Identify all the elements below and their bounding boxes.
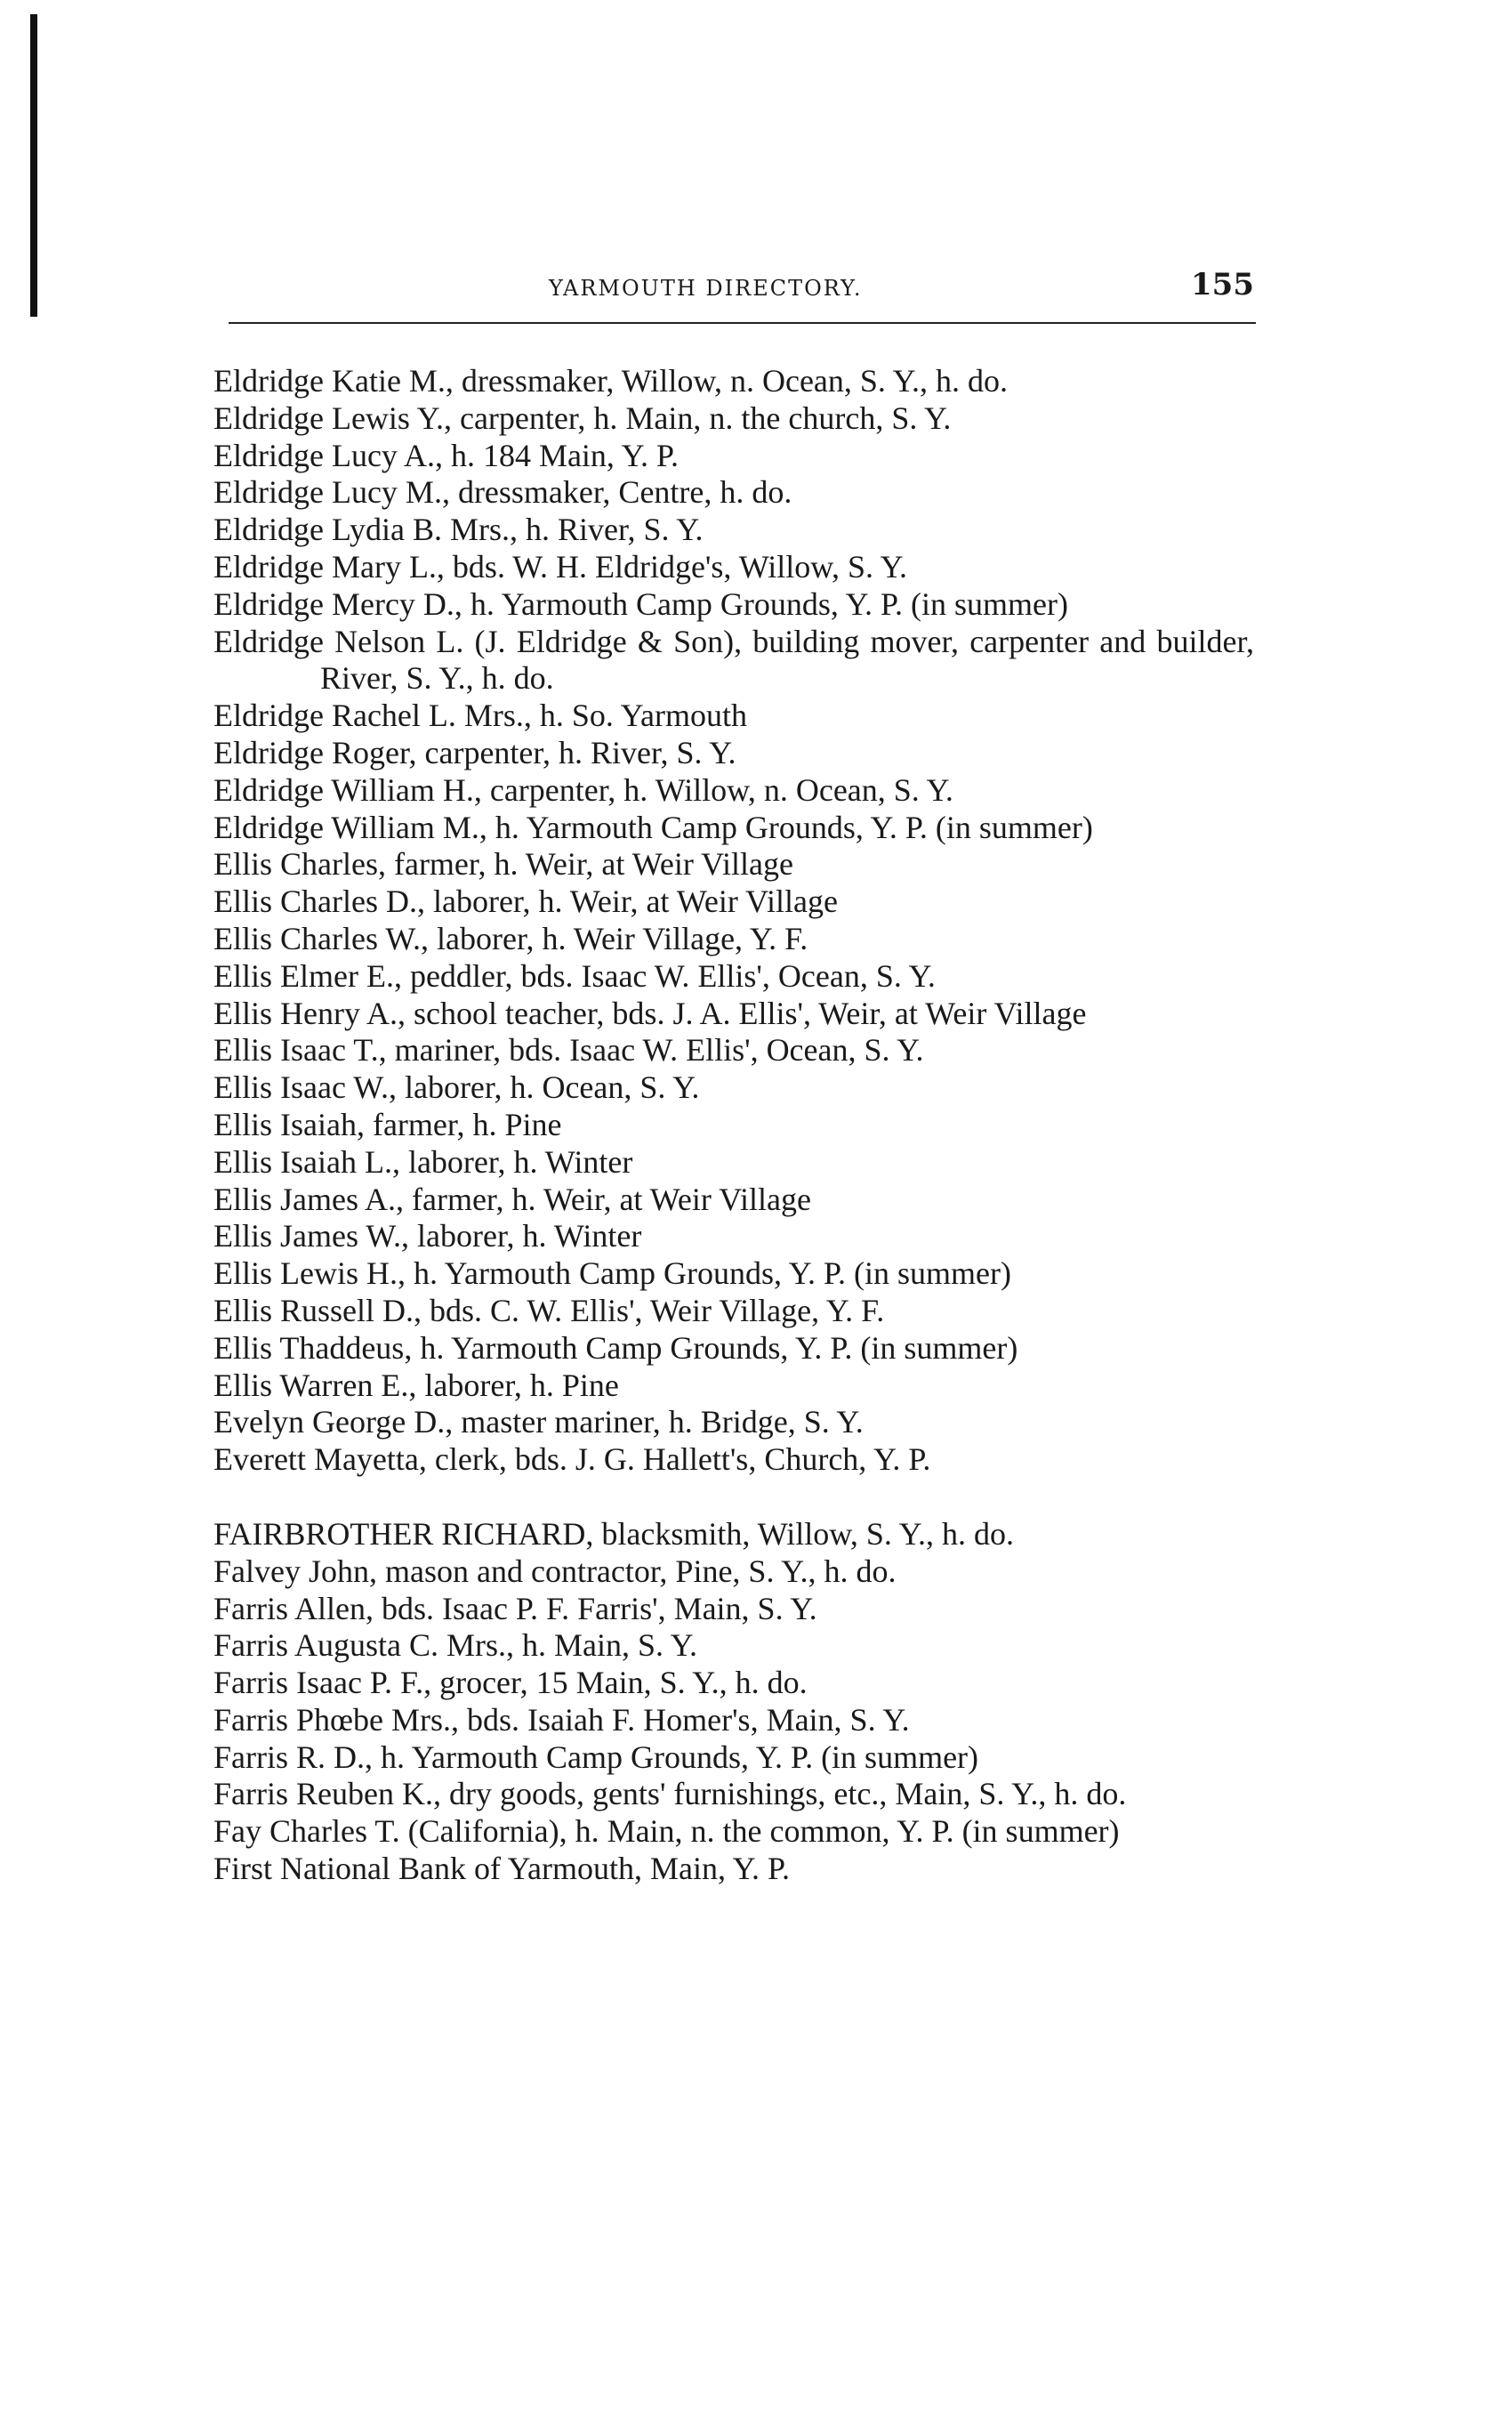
binding-edge-rule <box>30 14 37 317</box>
directory-entry: Eldridge Mercy D., h. Yarmouth Camp Grounds, Y. P. (in summer) <box>213 585 1068 622</box>
directory-entry: Eldridge Lucy M., dressmaker, Centre, h. do. <box>213 474 792 511</box>
directory-entry: Ellis Warren E., laborer, h. Pine <box>213 1367 619 1403</box>
directory-entry: Farris R. D., h. Yarmouth Camp Grounds, Y. P. (in summer) <box>213 1738 979 1775</box>
directory-entry: Fay Charles T. (California), h. Main, n. the common, Y. P. (in summer) <box>213 1813 1120 1850</box>
directory-entry: Ellis Thaddeus, h. Yarmouth Camp Grounds, Y. P. (in summer) <box>213 1329 1018 1366</box>
directory-entry: Eldridge Lewis Y., carpenter, h. Main, n. the church, S. Y. <box>213 399 952 436</box>
directory-entry: Farris Isaac P. F., grocer, 15 Main, S. Y., h. do. <box>213 1665 808 1701</box>
directory-entry: Falvey John, mason and contractor, Pine, S. Y., h. do. <box>213 1553 897 1589</box>
directory-entry: Eldridge Lydia B. Mrs., h. River, S. Y. <box>213 512 704 548</box>
page-number: 155 <box>1191 267 1254 302</box>
directory-entry: FAIRBROTHER RICHARD, blacksmith, Willow, S. Y., h. do. <box>213 1515 1014 1552</box>
directory-entry: Ellis Isaac T., mariner, bds. Isaac W. Ellis', Ocean, S. Y. <box>213 1032 924 1069</box>
directory-entry: Eldridge Lucy A., h. 184 Main, Y. P. <box>213 437 679 473</box>
directory-entry: Farris Phœbe Mrs., bds. Isaiah F. Homer's, Main, S. Y. <box>213 1701 910 1738</box>
running-title: YARMOUTH DIRECTORY. <box>549 276 863 301</box>
directory-entry: Farris Augusta C. Mrs., h. Main, S. Y. <box>213 1627 698 1664</box>
directory-entry: Everett Mayetta, clerk, bds. J. G. Hallett's, Church, Y. P. <box>213 1441 931 1478</box>
directory-entry: Eldridge William H., carpenter, h. Willow, n. Ocean, S. Y. <box>213 771 953 808</box>
directory-entry: Eldridge Katie M., dressmaker, Willow, n. Ocean, S. Y., h. do. <box>213 363 1008 399</box>
directory-entry: Ellis James W., laborer, h. Winter <box>213 1218 642 1254</box>
directory-entries <box>213 363 1254 1888</box>
page-header <box>227 267 1254 317</box>
directory-entry: Farris Reuben K., dry goods, gents' furnishings, etc., Main, S. Y., h. do. <box>213 1776 1127 1812</box>
directory-entry: Ellis Charles W., laborer, h. Weir Village, Y. F. <box>213 920 808 956</box>
directory-entry: Ellis Isaiah L., laborer, h. Winter <box>213 1143 633 1180</box>
directory-entry: Eldridge Rachel L. Mrs., h. So. Yarmouth <box>213 698 747 734</box>
directory-entry: Farris Allen, bds. Isaac P. F. Farris', Main, S. Y. <box>213 1590 817 1626</box>
directory-entry: Eldridge Roger, carpenter, h. River, S. Y. <box>213 734 736 770</box>
directory-entry: Ellis Isaac W., laborer, h. Ocean, S. Y. <box>213 1069 700 1106</box>
directory-entry: Ellis Henry A., school teacher, bds. J. A. Ellis', Weir, at Weir Village <box>213 995 1087 1031</box>
directory-entry: Ellis James A., farmer, h. Weir, at Weir Village <box>213 1181 811 1217</box>
directory-entry: First National Bank of Yarmouth, Main, Y. P. <box>213 1851 791 1887</box>
directory-entry: Evelyn George D., master mariner, h. Bridge, S. Y. <box>213 1404 864 1440</box>
directory-entry: Ellis Russell D., bds. C. W. Ellis', Weir Village, Y. F. <box>213 1292 885 1328</box>
directory-entry: Ellis Isaiah, farmer, h. Pine <box>213 1106 562 1142</box>
header-rule <box>229 322 1256 324</box>
directory-entry: Ellis Charles, farmer, h. Weir, at Weir Village <box>213 846 793 883</box>
directory-entry: Eldridge Mary L., bds. W. H. Eldridge's, Willow, S. Y. <box>213 548 908 585</box>
directory-entry: Eldridge William M., h. Yarmouth Camp Grounds, Y. P. (in summer) <box>213 809 1093 845</box>
directory-entry: Ellis Elmer E., peddler, bds. Isaac W. Ellis', Ocean, S. Y. <box>213 957 936 994</box>
directory-entry: Ellis Lewis H., h. Yarmouth Camp Grounds, Y. P. (in summer) <box>213 1255 1012 1292</box>
directory-entry: Eldridge Nelson L. (J. Eldridge & Son), building mover, carpenter and builder, River, S. Y., h. do. <box>213 623 1254 697</box>
directory-entry: Ellis Charles D., laborer, h. Weir, at Weir Village <box>213 883 838 920</box>
